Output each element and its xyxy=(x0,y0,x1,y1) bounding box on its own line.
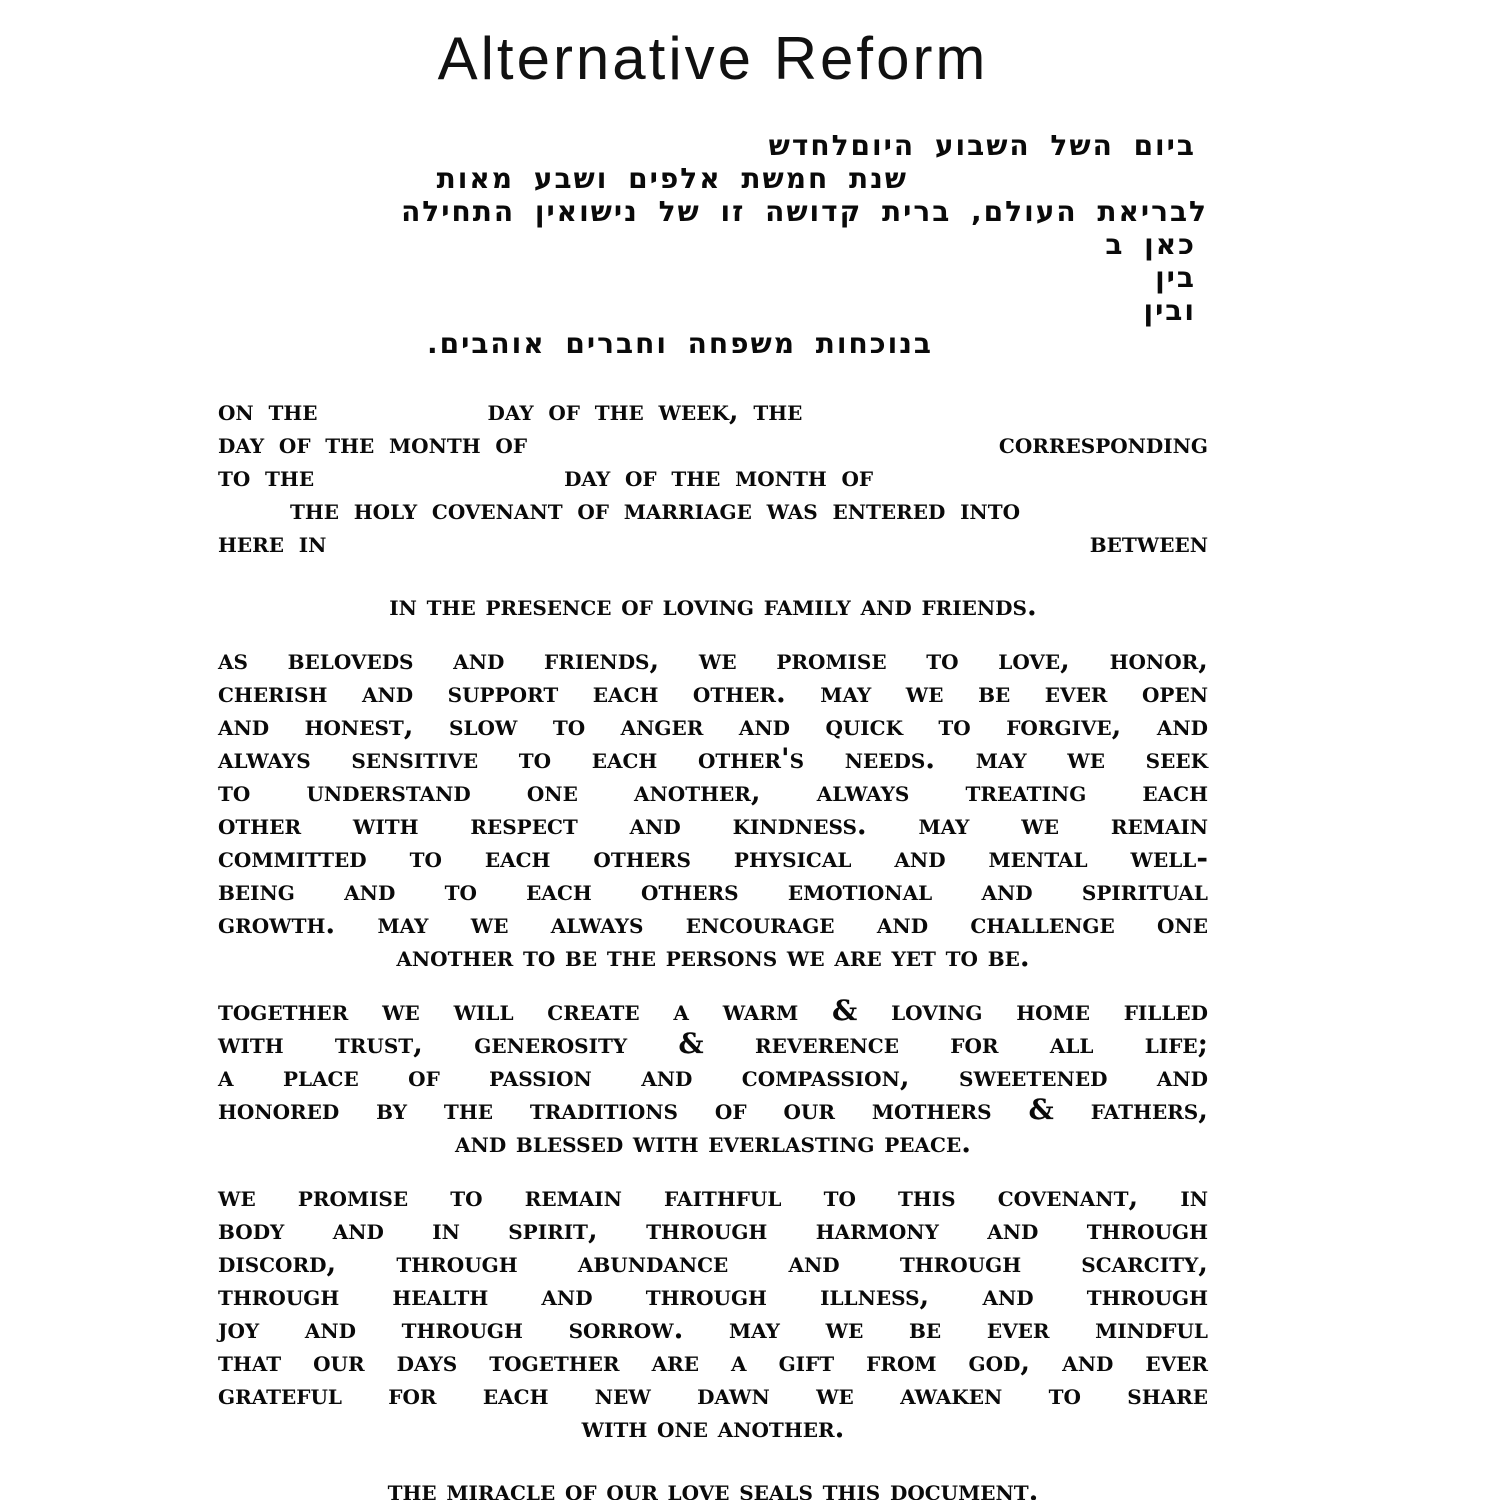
fill-here-in: here in xyxy=(218,526,327,559)
fill-line-place xyxy=(218,526,1208,559)
home-line: honored by the traditions of our mothers & fathers, xyxy=(218,1093,1208,1126)
fill-to-the: to the xyxy=(218,460,315,493)
home-line: together we will create a warm & loving home filled xyxy=(218,994,1208,1027)
fill-covenant-entered: the holy covenant of marriage was entered into xyxy=(290,493,1021,526)
hebrew-date-line xyxy=(152,129,1208,162)
hebrew-week-today: של השבוע היום xyxy=(850,129,1093,162)
hebrew-section xyxy=(152,129,1208,360)
faithful-line: we promise to remain faithful to this covenant, in xyxy=(218,1180,1208,1213)
vows-line: to understand one another, always treating each xyxy=(218,775,1208,808)
faithful-line: that our days together are a gift from god, and ever xyxy=(218,1345,1208,1378)
closing-line: the miracle of our love seals this document. xyxy=(387,1474,1039,1500)
fill-on-the: on the xyxy=(218,394,318,427)
fill-day-of-month-2: day of the month of xyxy=(564,460,874,493)
faithful-line: joy and through sorrow. may we be ever mindful xyxy=(218,1312,1208,1345)
vows-line: cherish and support each other. may we be ever open xyxy=(218,676,1208,709)
hebrew-and-between: ובין xyxy=(1143,294,1196,327)
english-fill-in-section xyxy=(218,394,1208,559)
faithful-line: discord, through abundance and through scarcity, xyxy=(218,1246,1208,1279)
hebrew-between: בין xyxy=(1155,261,1196,294)
presence-line: in the presence of loving family and friends. xyxy=(389,589,1037,622)
home-line-last: and blessed with everlasting peace. xyxy=(455,1126,971,1159)
hebrew-presence-line: בנוכחות משפחה וחברים אוהבים. xyxy=(426,327,934,360)
home-line: with trust, generosity & reverence for all life; xyxy=(218,1027,1208,1060)
home-paragraph xyxy=(218,994,1208,1159)
hebrew-covenant-line: לבריאת העולם, ברית קדושה זו של נישואין התחילה xyxy=(401,195,1208,228)
hebrew-year-line: שנת חמשת אלפים ושבע מאות xyxy=(436,162,908,195)
hebrew-month-prefix: לחדש xyxy=(768,129,851,162)
vows-line: committed to each others physical and mental well- xyxy=(218,841,1208,874)
vows-line: and honest, slow to anger and quick to forgive, and xyxy=(218,709,1208,742)
faithful-line: through health and through illness, and through xyxy=(218,1279,1208,1312)
faithfulness-paragraph xyxy=(218,1180,1208,1444)
hebrew-day-prefix: ביום ה xyxy=(1092,129,1196,162)
vows-line: other with respect and kindness. may we remain xyxy=(218,808,1208,841)
hebrew-here-in: כאן ב xyxy=(1105,228,1196,261)
fill-line-week xyxy=(218,394,1208,427)
faithful-line: body and in spirit, through harmony and through xyxy=(218,1213,1208,1246)
vows-line: always sensitive to each other's needs. may we seek xyxy=(218,742,1208,775)
fill-line-month xyxy=(218,427,1208,460)
vows-line: as beloveds and friends, we promise to love, honor, xyxy=(218,643,1208,676)
fill-between: between xyxy=(1089,526,1208,559)
faithful-line-last: with one another. xyxy=(581,1411,845,1444)
fill-corresponding: corresponding xyxy=(998,427,1208,460)
fill-day-of-week: day of the week, the xyxy=(487,394,803,427)
vows-line: being and to each others emotional and spiritual xyxy=(218,874,1208,907)
vows-paragraph xyxy=(218,643,1208,973)
vows-line-last: another to be the persons we are yet to be. xyxy=(396,940,1030,973)
fill-line-secular-date xyxy=(218,460,1208,493)
fill-line-covenant xyxy=(218,493,1208,526)
home-line: a place of passion and compassion, sweetened and xyxy=(218,1060,1208,1093)
faithful-line: grateful for each new dawn we awaken to share xyxy=(218,1378,1208,1411)
page-title: Alternative Reform xyxy=(437,25,989,92)
vows-line: growth. may we always encourage and challenge one xyxy=(218,907,1208,940)
fill-day-of-month: day of the month of xyxy=(218,427,528,460)
